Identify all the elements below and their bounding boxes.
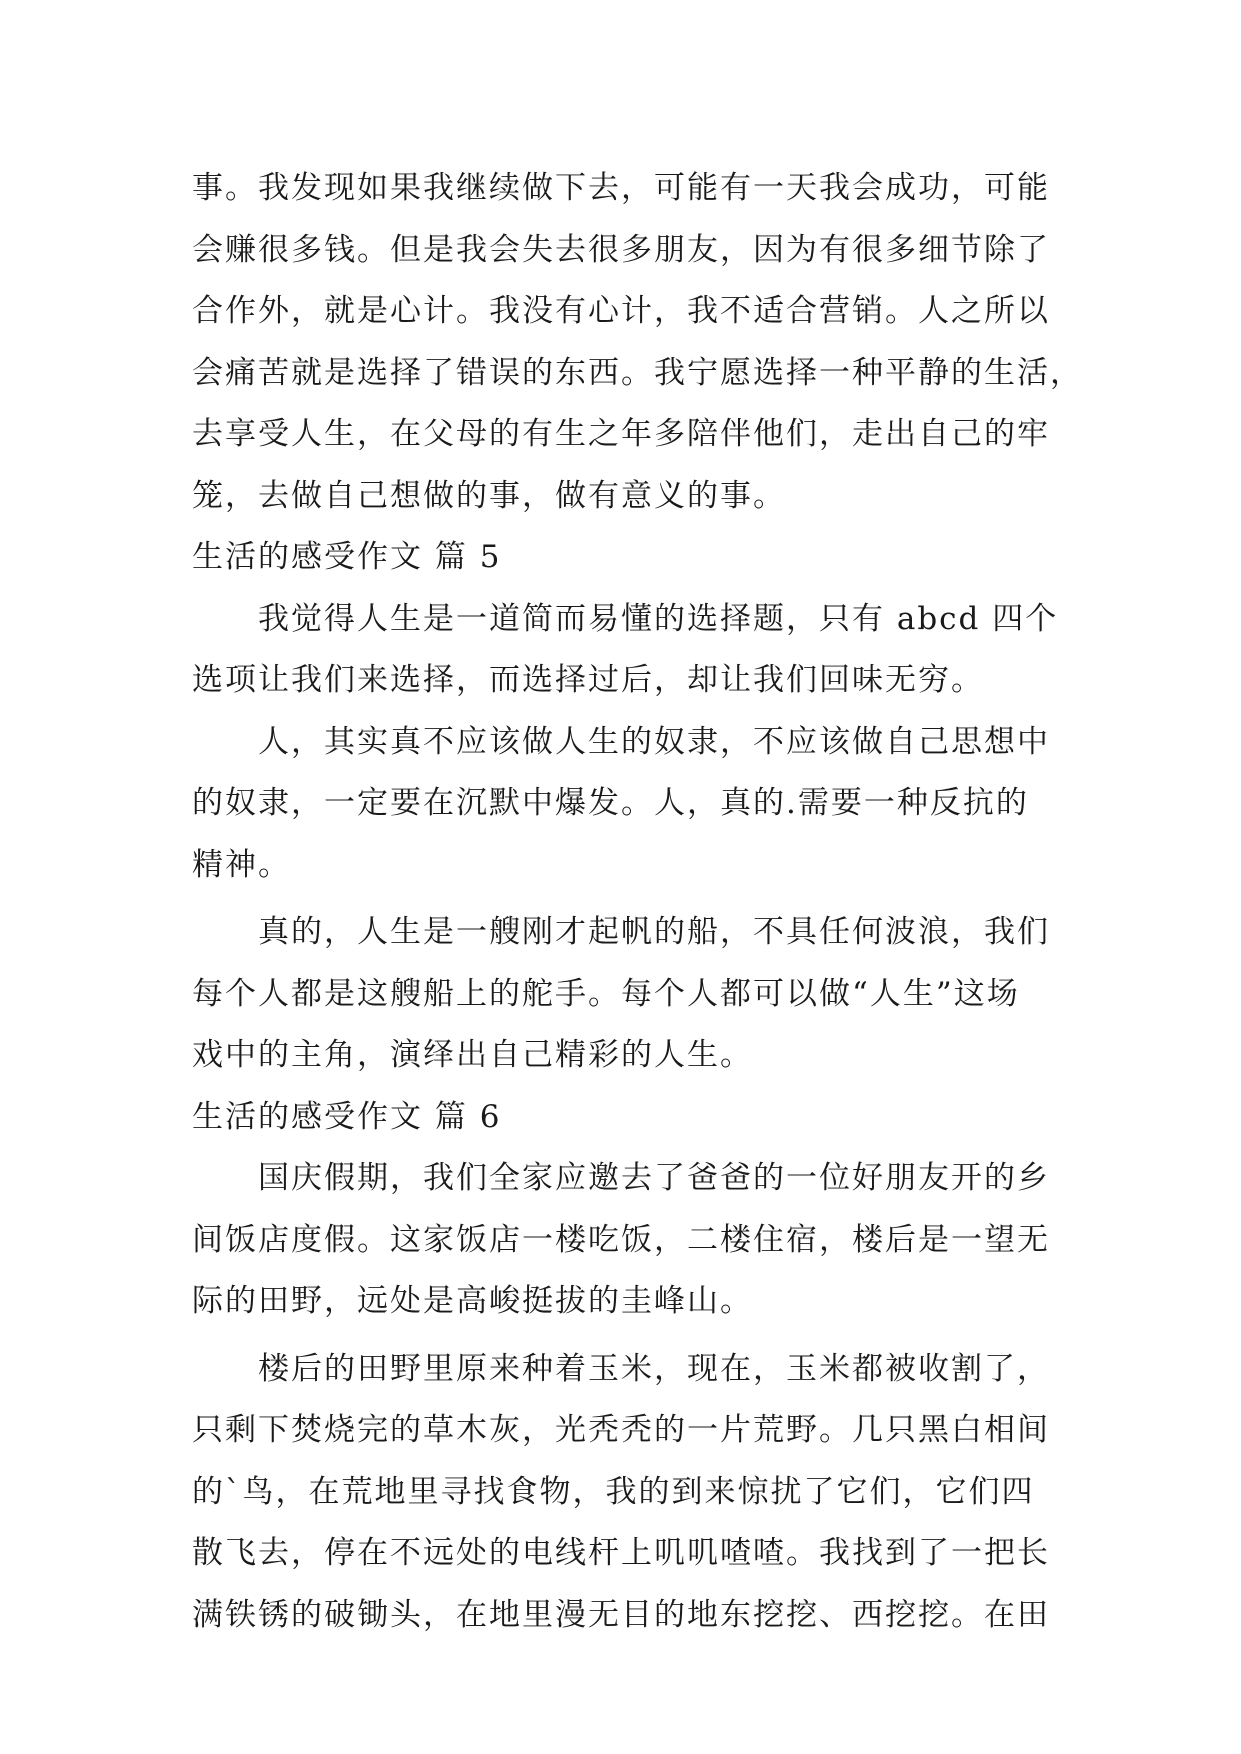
text-line: 事。我发现如果我继续做下去，可能有一天我会成功，可能 (192, 170, 1050, 206)
text-line: 满铁锈的破锄头，在地里漫无目的地东挖挖、西挖挖。在田 (192, 1596, 1050, 1633)
document-body (192, 158, 1083, 1646)
text-line: 戏中的主角，演绎出自己精彩的人生。 (192, 1037, 753, 1073)
text-line: 选项让我们来选择，而选择过后，却让我们回味无穷。 (192, 662, 984, 698)
paragraph-6-2 (192, 1339, 1052, 1647)
text-line: 每个人都是这艘船上的舵手。每个人都可以做“人生”这场 (192, 975, 1020, 1012)
text-line: 只剩下焚烧完的草木灰，光秃秃的一片荒野。几只黑白相间 (192, 1412, 1050, 1448)
text-line: 真的，人生是一艘刚才起帆的船，不具任何波浪，我们 (258, 914, 1050, 950)
text-line: 会痛苦就是选择了错误的东西。我宁愿选择一种平静的生活， (192, 354, 1083, 391)
text-line: 国庆假期，我们全家应邀去了爸爸的一位好朋友开的乡 (258, 1160, 1050, 1196)
paragraph-6-1 (192, 1148, 1052, 1333)
text-line: 人，其实真不应该做人生的奴隶，不应该做自己思想中 (258, 723, 1050, 760)
paragraph-5-2 (192, 712, 1052, 897)
section-heading-6: 生活的感受作文 篇 6 (192, 1098, 502, 1135)
paragraph-5-3 (192, 902, 1052, 1087)
text-line: 精神。 (192, 846, 291, 883)
text-line: 散飞去，停在不远处的电线杆上叽叽喳喳。我找到了一把长 (192, 1535, 1050, 1571)
text-line: 楼后的田野里原来种着玉米，现在，玉米都被收割了， (258, 1350, 1050, 1387)
text-line: 去享受人生，在父母的有生之年多陪伴他们，走出自己的牢 (192, 416, 1050, 452)
text-line: 合作外，就是心计。我没有心计，我不适合营销。人之所以 (192, 293, 1050, 329)
text-line: 际的田野，远处是高峻挺拔的圭峰山。 (192, 1283, 753, 1319)
text-line: 我觉得人生是一道简而易懂的选择题，只有 abcd 四个 (258, 600, 1059, 637)
text-line: 会赚很多钱。但是我会失去很多朋友，因为有很多细节除了 (192, 231, 1050, 268)
paragraph-5-1 (192, 589, 1059, 712)
text-line: 的`鸟，在荒地里寻找食物，我的到来惊扰了它们，它们四 (192, 1473, 1035, 1510)
text-line: 笼，去做自己想做的事，做有意义的事。 (192, 477, 786, 514)
paragraph-continued (192, 158, 1083, 527)
text-line: 的奴隶，一定要在沉默中爆发。人，真的.需要一种反抗的 (192, 785, 1029, 821)
text-line: 间饭店度假。这家饭店一楼吃饭，二楼住宿，楼后是一望无 (192, 1221, 1050, 1258)
section-heading-5: 生活的感受作文 篇 5 (192, 539, 502, 575)
